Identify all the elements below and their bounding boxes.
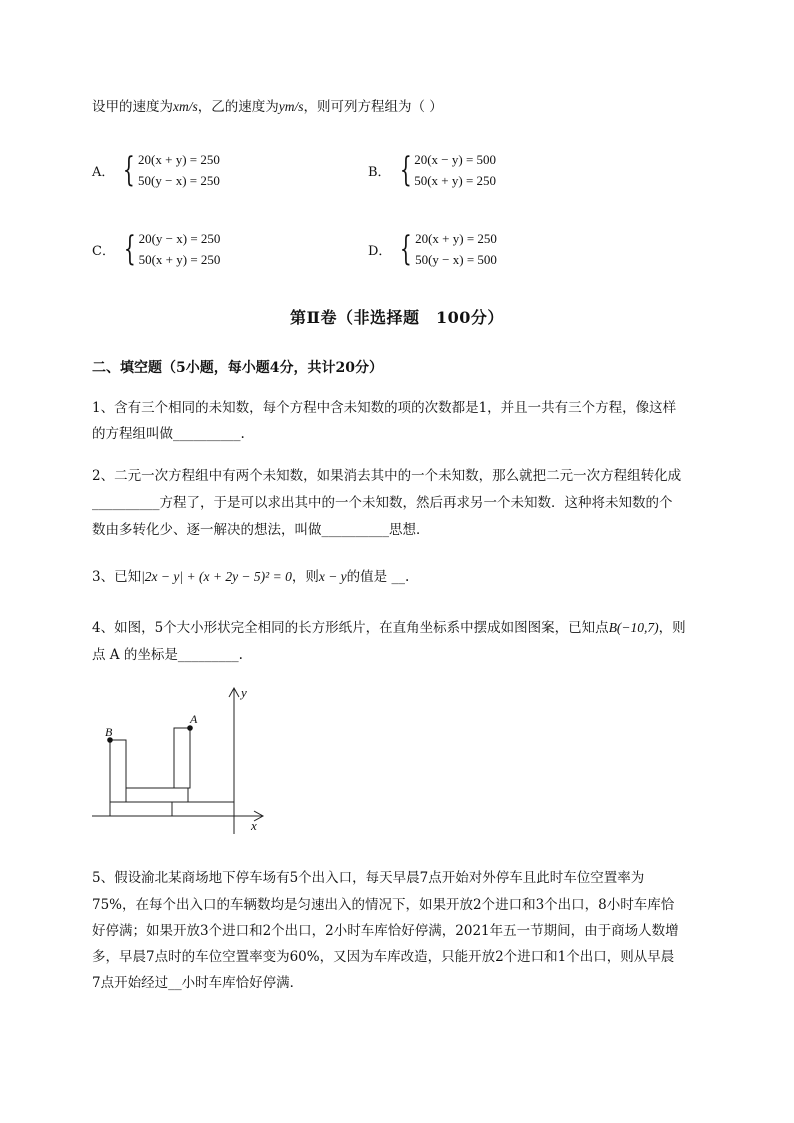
q5-line-4: 多，早晨7点时的车位空置率变为60%，又因为车库改造，只能开放2个进口和1个出口，则从早晨 (92, 949, 675, 965)
section-title: 第Ⅱ卷（非选择题 100分） (290, 308, 504, 327)
q5-line-5: 7点开始经过__小时车库恰好停满． (92, 975, 304, 991)
option-label: B． (368, 164, 391, 180)
point-a (187, 725, 193, 731)
option-label: C． (92, 243, 115, 259)
option-label: A． (92, 164, 115, 180)
x-speed-unit: xm/s (173, 99, 198, 114)
y-speed-unit: ym/s (278, 99, 304, 114)
rect-right-vertical (174, 728, 190, 788)
q3-mid: ，则 (291, 569, 319, 585)
equation-2: 50(y − x) = 500 (415, 252, 497, 267)
equation-2: 50(x + y) = 250 (138, 252, 221, 267)
point-b-label: B (105, 725, 113, 739)
q5-line-2: 75%，在每个出入口的车辆数均是匀速出入的情况下，如果开放2个进口和3个出口，8小时车库恰 (92, 897, 675, 913)
equation-1: 20(x + y) = 250 (138, 152, 220, 167)
q4-line-1 (92, 618, 686, 638)
coordinate-figure (88, 684, 278, 840)
rect-left-vertical (110, 740, 126, 802)
equation-1: 20(y − x) = 250 (138, 231, 221, 246)
q4-post: ，则 (658, 620, 686, 636)
equation-2: 50(x + y) = 250 (414, 173, 497, 188)
q3-line (92, 567, 409, 587)
point-a-label: A (190, 712, 198, 726)
q2-line-3: 数由多转化少、逐一解决的想法，叫做__________思想． (92, 522, 430, 538)
rect-bottom-right (172, 802, 234, 816)
q1-line-2: 的方程组叫做__________. (92, 426, 245, 442)
equation-2: 50(y − x) = 250 (138, 173, 220, 188)
option-b[interactable] (368, 149, 496, 191)
brace-icon: { (400, 229, 413, 269)
q3-post: 的值是 __. (346, 569, 410, 585)
question-intro (92, 97, 443, 117)
option-c[interactable] (92, 228, 220, 270)
q3-expression: |2x − y| + (x + 2y − 5)² = 0 (141, 569, 292, 584)
rect-bottom-left (110, 802, 172, 816)
q3-pre: 3、已知 (92, 569, 142, 585)
section-heading: 二、填空题（5小题，每小题4分，共计20分） (92, 360, 383, 376)
rect-middle (126, 788, 188, 802)
q2-line-1: 2、二元一次方程组中有两个未知数，如果消去其中的一个未知数，那么就把二元一次方程组转化成 (92, 468, 682, 484)
intro-post: ，则可列方程组为（ ） (303, 99, 443, 115)
q3-expression-2: x − y (318, 569, 347, 584)
option-d[interactable] (368, 228, 497, 270)
equation-1: 20(x − y) = 500 (414, 152, 497, 167)
brace-icon: { (123, 229, 136, 269)
q2-line-2: __________方程了，于是可以求出其中的一个未知数，然后再求另一个未知数．这种将未知数的个 (92, 495, 673, 511)
q5-line-1: 5、假设渝北某商场地下停车场有5个出入口，每天早晨7点开始对外停车且此时车位空置率为 (92, 870, 645, 886)
y-axis-label: y (241, 685, 247, 700)
option-label: D． (368, 243, 392, 259)
q5-line-3: 好停满；如果开放3个进口和2个出口，2小时车库恰好停满，2021年五一节期间，由于商场人数增 (92, 923, 679, 939)
option-a[interactable] (92, 149, 220, 191)
brace-icon: { (399, 150, 412, 190)
point-b-coord: B(−10,7) (608, 620, 659, 635)
q4-pre: 4、如图，5个大小形状完全相同的长方形纸片，在直角坐标系中摆成如图图案，已知点 (92, 620, 609, 636)
x-axis-label: x (251, 818, 257, 833)
intro-mid: ，乙的速度为 (197, 99, 279, 115)
q1-line-1: 1、含有三个相同的未知数，每个方程中含未知数的项的次数都是1，并且一共有三个方程，像这样 (92, 400, 677, 416)
intro-pre: 设甲的速度为 (92, 99, 173, 115)
q4-line-2: 点 A 的坐标是_________. (92, 647, 243, 663)
equation-1: 20(x + y) = 250 (415, 231, 497, 246)
brace-icon: { (123, 150, 136, 190)
